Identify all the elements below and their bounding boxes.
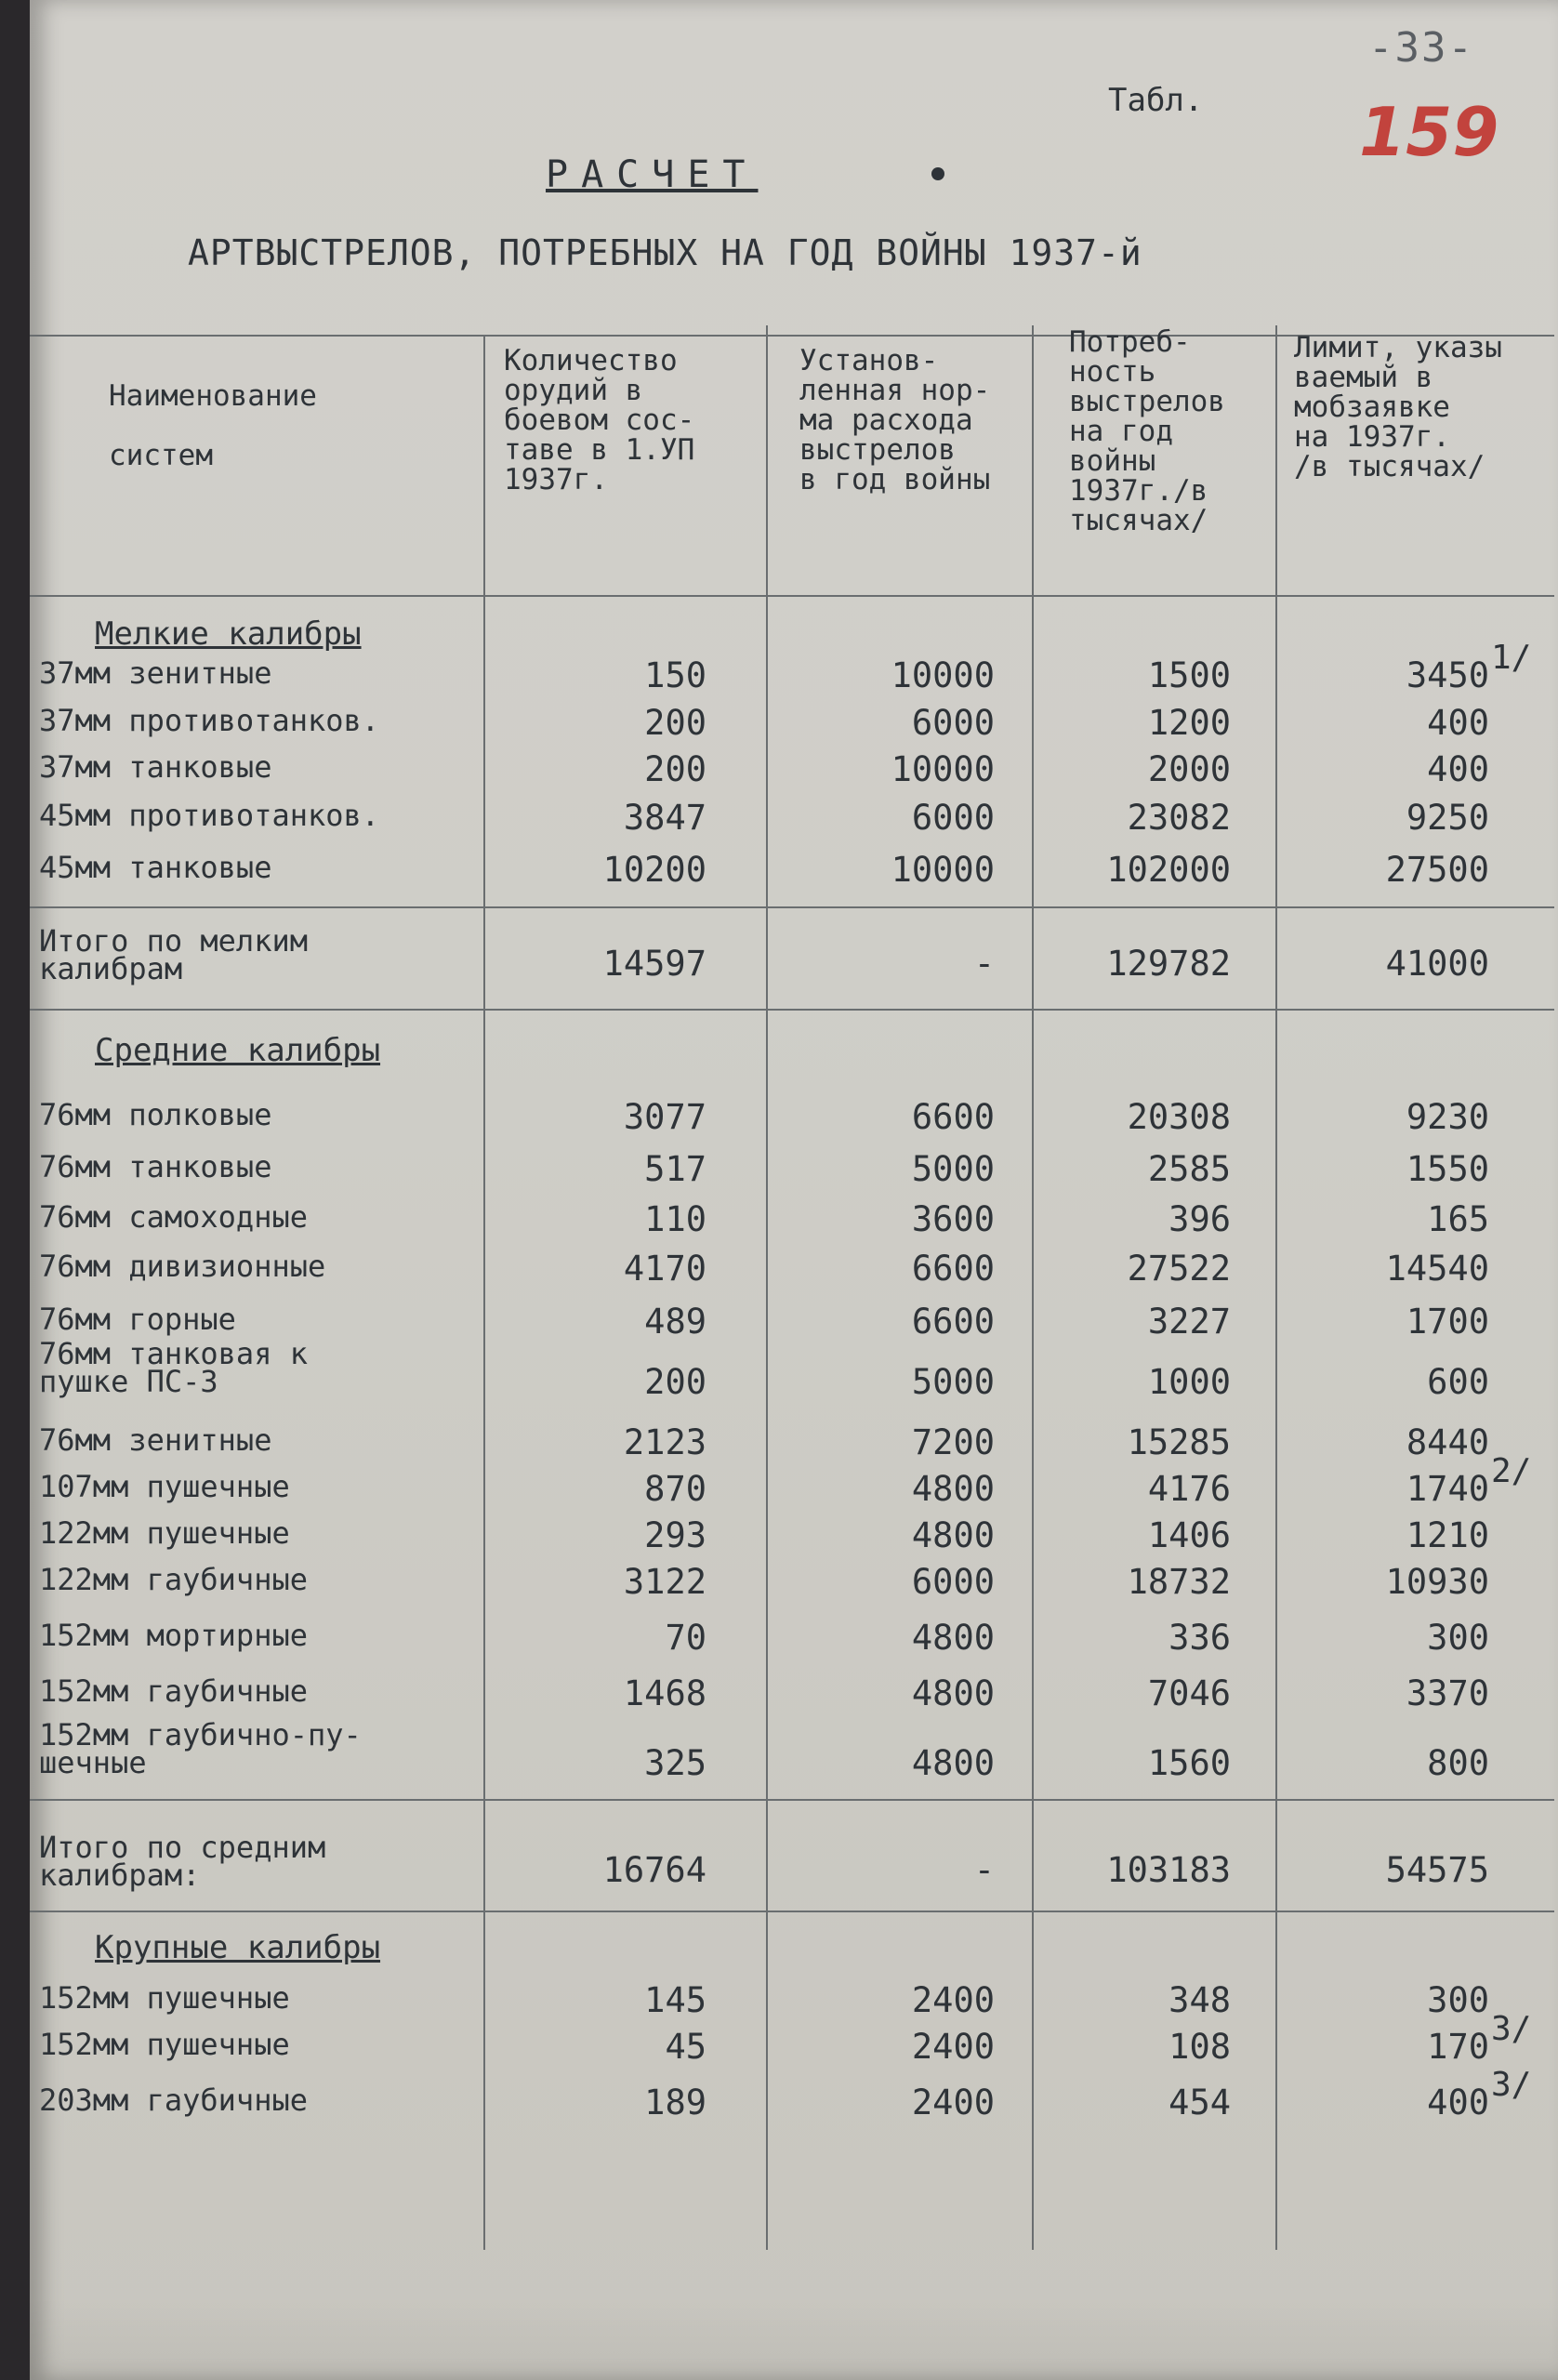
column-header-need: Потреб- ность выстрелов на год войны 1937г./в тысячах/: [1069, 325, 1225, 537]
row-need-value: 1000: [1147, 1362, 1231, 1402]
row-norm-value: 4800: [911, 1515, 995, 1555]
total-need-value: 103183: [1106, 1850, 1231, 1890]
row-guns-value: 325: [644, 1743, 706, 1783]
total-guns-value: 16764: [602, 1850, 706, 1890]
row-need-value: 108: [1168, 2027, 1231, 2067]
row-footnote: 3/: [1491, 2010, 1532, 2048]
row-guns-value: 517: [644, 1149, 706, 1189]
row-limit-value: 165: [1427, 1199, 1489, 1239]
row-system-name: 45мм танковые: [39, 850, 272, 885]
row-norm-value: 4800: [911, 1618, 995, 1658]
row-norm-value: 3600: [911, 1199, 995, 1239]
total-guns-value: 14597: [602, 944, 706, 984]
row-need-value: 1200: [1147, 703, 1231, 743]
row-need-value: 454: [1168, 2082, 1231, 2122]
total-limit-value: 54575: [1385, 1850, 1489, 1890]
row-guns-value: 293: [644, 1515, 706, 1555]
section-separator: [30, 1009, 1554, 1011]
row-limit-value: 800: [1427, 1743, 1489, 1783]
row-limit-value: 10930: [1385, 1562, 1489, 1602]
row-limit-value: 300: [1427, 1618, 1489, 1658]
row-guns-value: 1468: [623, 1673, 706, 1713]
row-system-name: 37мм танковые: [39, 749, 272, 785]
row-norm-value: 2400: [911, 1980, 995, 2020]
row-guns-value: 70: [665, 1618, 706, 1658]
row-system-name: 37мм зенитные: [39, 655, 272, 691]
row-norm-value: 2400: [911, 2082, 995, 2122]
title-dot: [931, 167, 944, 180]
row-limit-value: 8440: [1406, 1422, 1489, 1462]
row-guns-value: 10200: [602, 850, 706, 890]
row-guns-value: 145: [644, 1980, 706, 2020]
column-header-guns: Количество орудий в боевом сос- таве в 1.УП 1937г.: [504, 344, 695, 496]
binding-edge: [0, 0, 30, 2380]
row-norm-value: 6000: [911, 798, 995, 838]
section-title: Мелкие калибры: [95, 615, 362, 653]
row-norm-value: 5000: [911, 1149, 995, 1189]
column-header-systems: Наименование систем: [109, 379, 317, 472]
row-system-name: 203мм гаубичные: [39, 2082, 308, 2118]
row-limit-value: 9250: [1406, 798, 1489, 838]
row-system-name: 76мм танковая к пушке ПС-3: [39, 1336, 308, 1399]
document-sheet: [30, 0, 1558, 2380]
row-guns-value: 150: [644, 655, 706, 695]
total-separator: [30, 906, 1554, 908]
total-need-value: 129782: [1106, 944, 1231, 984]
row-need-value: 396: [1168, 1199, 1231, 1239]
row-need-value: 20308: [1127, 1097, 1231, 1137]
row-need-value: 2000: [1147, 749, 1231, 789]
row-guns-value: 3847: [623, 798, 706, 838]
row-need-value: 336: [1168, 1618, 1231, 1658]
row-footnote: 2/: [1491, 1452, 1532, 1490]
page-subtitle: АРТВЫСТРЕЛОВ, ПОТРЕБНЫХ НА ГОД ВОЙНЫ 1937-й: [188, 232, 1142, 273]
row-norm-value: 6600: [911, 1249, 995, 1289]
row-limit-value: 14540: [1385, 1249, 1489, 1289]
row-guns-value: 3122: [623, 1562, 706, 1602]
row-norm-value: 10000: [891, 749, 995, 789]
row-system-name: 76мм танковые: [39, 1149, 272, 1184]
row-limit-value: 1740: [1406, 1469, 1489, 1509]
row-need-value: 348: [1168, 1980, 1231, 2020]
row-need-value: 3227: [1147, 1302, 1231, 1342]
row-norm-value: 10000: [891, 850, 995, 890]
row-limit-value: 9230: [1406, 1097, 1489, 1137]
row-limit-value: 3370: [1406, 1673, 1489, 1713]
row-system-name: 76мм полковые: [39, 1097, 272, 1132]
total-limit-value: 41000: [1385, 944, 1489, 984]
archive-number-stamp: 159: [1359, 93, 1499, 171]
row-system-name: 76мм самоходные: [39, 1199, 308, 1235]
row-need-value: 2585: [1147, 1149, 1231, 1189]
row-limit-value: 600: [1427, 1362, 1489, 1402]
row-limit-value: 400: [1427, 703, 1489, 743]
row-need-value: 1406: [1147, 1515, 1231, 1555]
row-footnote: 1/: [1491, 639, 1532, 677]
section-separator: [30, 1911, 1554, 1912]
row-guns-value: 200: [644, 749, 706, 789]
row-system-name: 152мм мортирные: [39, 1618, 308, 1653]
row-need-value: 1500: [1147, 655, 1231, 695]
row-guns-value: 489: [644, 1302, 706, 1342]
row-limit-value: 400: [1427, 2082, 1489, 2122]
row-limit-value: 400: [1427, 749, 1489, 789]
total-norm-value: -: [973, 1850, 995, 1890]
row-norm-value: 6000: [911, 1562, 995, 1602]
row-system-name: 122мм пушечные: [39, 1515, 290, 1551]
row-need-value: 23082: [1127, 798, 1231, 838]
row-norm-value: 2400: [911, 2027, 995, 2067]
row-guns-value: 3077: [623, 1097, 706, 1137]
row-system-name: 76мм зенитные: [39, 1422, 272, 1458]
row-norm-value: 6000: [911, 703, 995, 743]
row-system-name: 152мм гаубично-пу- шечные: [39, 1717, 362, 1780]
row-need-value: 18732: [1127, 1562, 1231, 1602]
row-limit-value: 3450: [1406, 655, 1489, 695]
row-footnote: 3/: [1491, 2066, 1532, 2104]
row-need-value: 1560: [1147, 1743, 1231, 1783]
row-norm-value: 4800: [911, 1673, 995, 1713]
row-system-name: 152мм гаубичные: [39, 1673, 308, 1709]
row-system-name: 152мм пушечные: [39, 2027, 290, 2062]
row-norm-value: 4800: [911, 1743, 995, 1783]
row-norm-value: 7200: [911, 1422, 995, 1462]
table-label: Табл.: [1108, 82, 1204, 119]
total-name: Итого по мелким калибрам: [39, 923, 308, 986]
page-bottom-shade: [30, 2296, 1558, 2380]
page-number: -33-: [1368, 24, 1474, 72]
row-system-name: 37мм противотанков.: [39, 703, 380, 738]
row-need-value: 15285: [1127, 1422, 1231, 1462]
page-title: РАСЧЕТ: [546, 153, 759, 196]
row-guns-value: 110: [644, 1199, 706, 1239]
row-guns-value: 2123: [623, 1422, 706, 1462]
row-guns-value: 4170: [623, 1249, 706, 1289]
row-need-value: 27522: [1127, 1249, 1231, 1289]
row-norm-value: 6600: [911, 1097, 995, 1137]
row-limit-value: 1550: [1406, 1149, 1489, 1189]
row-system-name: 76мм горные: [39, 1302, 236, 1337]
row-limit-value: 1210: [1406, 1515, 1489, 1555]
row-need-value: 7046: [1147, 1673, 1231, 1713]
row-system-name: 152мм пушечные: [39, 1980, 290, 2016]
total-norm-value: -: [973, 944, 995, 984]
section-title: Средние калибры: [95, 1032, 381, 1069]
column-header-limit: Лимит, указы ваемый в мобзаявке на 1937г. /в тысячах/: [1294, 331, 1502, 483]
row-need-value: 102000: [1106, 850, 1231, 890]
header-bottom-border: [30, 595, 1554, 597]
row-limit-value: 300: [1427, 1980, 1489, 2020]
column-header-norm: Установ- ленная нор- ма расхода выстрелов в год войны: [799, 344, 991, 496]
section-title: Крупные калибры: [95, 1929, 381, 1966]
row-guns-value: 200: [644, 703, 706, 743]
row-system-name: 107мм пушечные: [39, 1469, 290, 1504]
row-limit-value: 1700: [1406, 1302, 1489, 1342]
row-norm-value: 5000: [911, 1362, 995, 1402]
row-system-name: 76мм дивизионные: [39, 1249, 326, 1284]
row-system-name: 45мм противотанков.: [39, 798, 380, 833]
row-need-value: 4176: [1147, 1469, 1231, 1509]
row-guns-value: 870: [644, 1469, 706, 1509]
row-guns-value: 200: [644, 1362, 706, 1402]
row-system-name: 122мм гаубичные: [39, 1562, 308, 1597]
row-norm-value: 4800: [911, 1469, 995, 1509]
column-divider-1: [483, 335, 485, 2250]
total-separator: [30, 1799, 1554, 1801]
row-norm-value: 6600: [911, 1302, 995, 1342]
row-norm-value: 10000: [891, 655, 995, 695]
row-guns-value: 189: [644, 2082, 706, 2122]
total-name: Итого по средним калибрам:: [39, 1830, 326, 1893]
row-guns-value: 45: [665, 2027, 706, 2067]
row-limit-value: 170: [1427, 2027, 1489, 2067]
row-limit-value: 27500: [1385, 850, 1489, 890]
